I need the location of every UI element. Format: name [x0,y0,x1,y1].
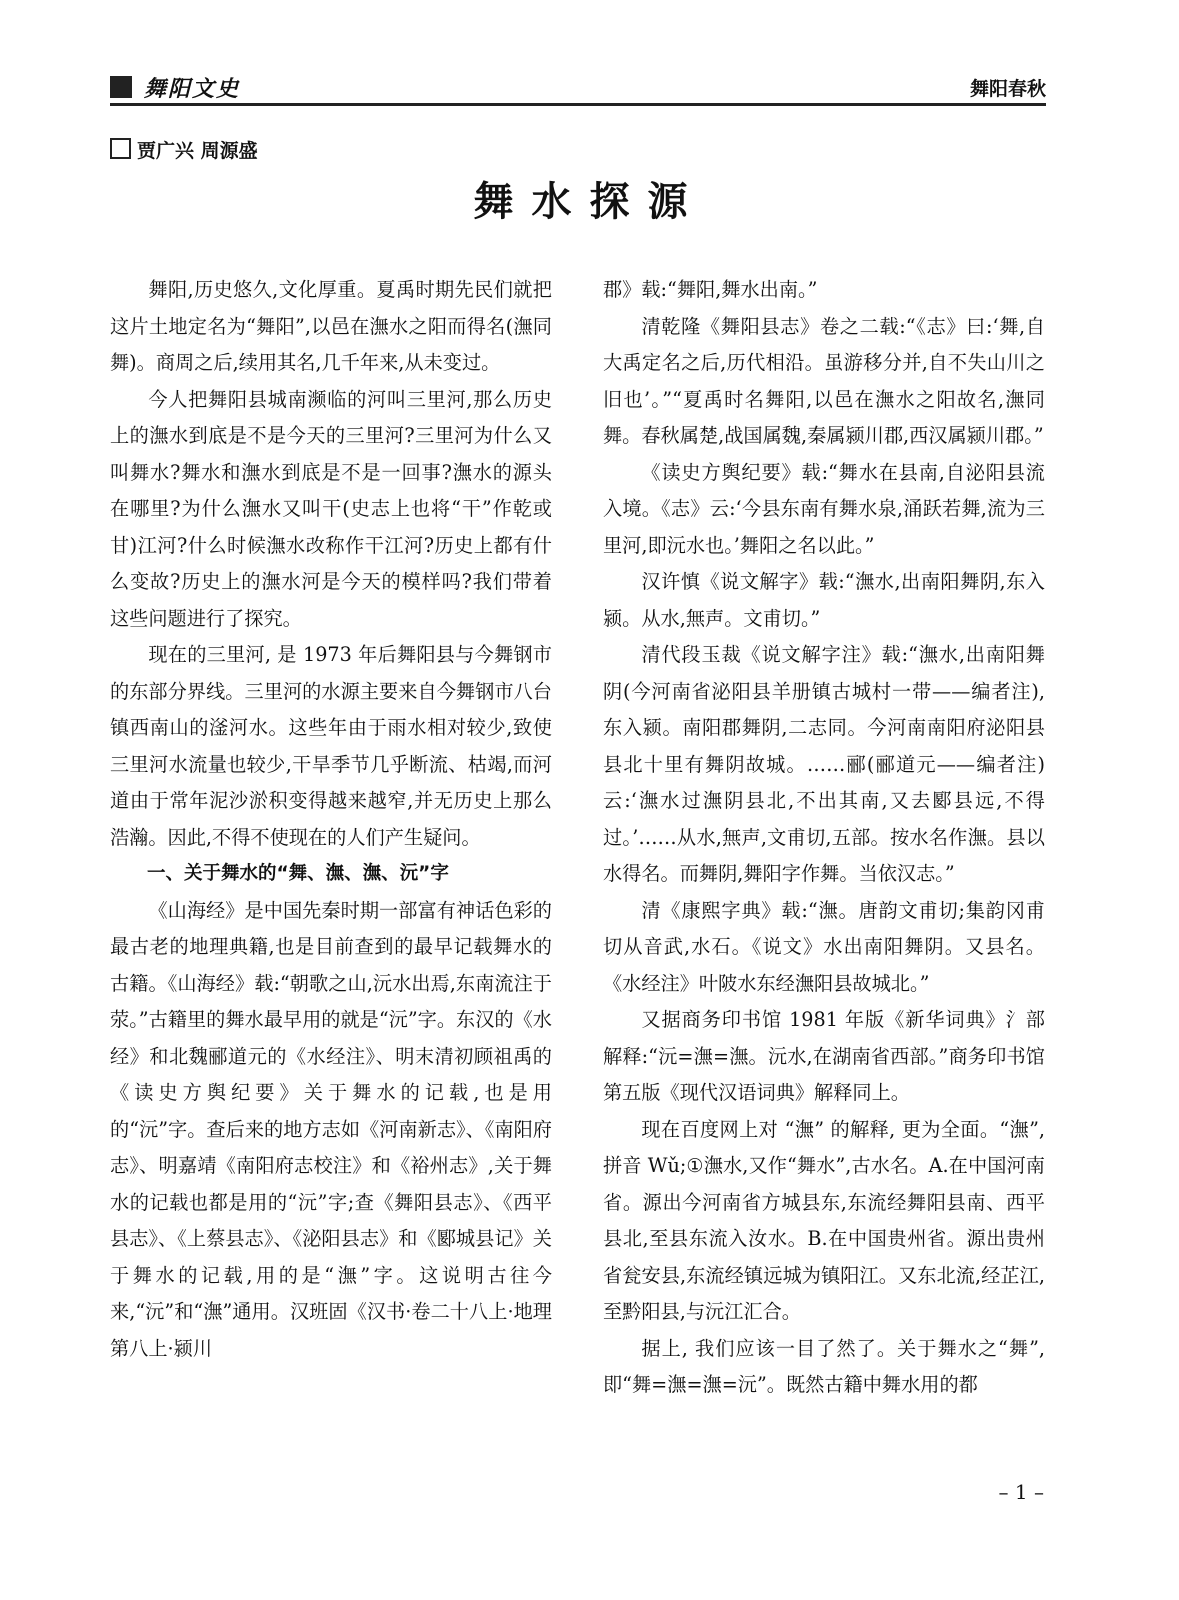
article-title: 舞水探源 [473,178,706,225]
header-section-title: 舞阳春秋 [969,78,1046,100]
author-box-icon [110,138,131,159]
paragraph: 舞阳,历史悠久,文化厚重。夏禹时期先民们就把这片土地定名为“舞阳”,以邑在潕水之阳而得名(潕同舞)。商周之后,续用其名,几千年来,从未变过。 [110,278,552,374]
header-journal-title: 舞阳文史 [144,76,241,102]
paragraph: 清乾隆《舞阳县志》卷之二载:“《志》曰:‘舞,自大禹定名之后,历代相沿。虽游移分并,自不失山川之旧也’。”“夏禹时名舞阳,以邑在潕水之阳故名,潕同舞。春秋属楚,战国属魏,秦属颍川郡,西汉属颍川郡。” [603,314,1045,447]
page-number: – 1 – [998,1480,1044,1504]
paragraph: 又据商务印书馆 1981 年版《新华词典》氵部解释:“沅=潕=潕。沅水,在湖南省西部。”商务印书馆第五版《现代汉语词典》解释同上。 [603,1008,1045,1104]
header-square-mark [110,76,132,98]
paragraph: 《山海经》是中国先秦时期一部富有神话色彩的最古老的地理典籍,也是目前查到的最早记载舞水的古籍。《山海经》载:“朝歌之山,沅水出焉,东南流注于荥。”古籍里的舞水最早用的就是“沅”字。东汉的《水经》和北魏郦道元的《水经注》、明末清初顾祖禹的《读史方舆纪要》关于舞水的记载,也是用的“沅”字。查后来的地方志如《河南新志》、《南阳府志》、明嘉靖《南阳府志校注》和《裕州志》,关于舞水的记载也都是用的“沅”字;查《舞阳县志》、《西平县志》、《上蔡县志》、《泌阳县志》和《郾城县记》关于舞水的记载,用的是“潕”字。这说明古往今来,“沅”和“潕”通用。汉班固《汉书·卷二十八上·地理第八上·颍川 [110,898,552,1360]
paragraph: 汉许慎《说文解字》载:“潕水,出南阳舞阴,东入颍。从水,無声。文甫切。” [603,570,1045,630]
paragraph: 现在百度网上对 “潕” 的解释, 更为全面。“潕”,拼音 Wǔ;①潕水,又作“舞水”,古水名。A.在中国河南省。源出今河南省方城县东,东流经舞阳县南、西平县北,至县东流入汝水。B.在中国贵州省。源出贵州省瓮安县,东流经镇远城为镇阳江。又东北流,经芷江,至黔阳县,与沅江汇合。 [603,1117,1045,1323]
paragraph: 据上, 我们应该一目了然了。关于舞水之“舞”,即“舞=潕=潕=沅”。既然古籍中舞水用的都 [603,1336,1045,1396]
section-heading: 一、关于舞水的“舞、潕、潕、沅”字 [147,863,449,884]
paragraph: 《读史方舆纪要》载:“舞水在县南,自泌阳县流入境。《志》云:‘今县东南有舞水泉,涌跃若舞,流为三里河,即沅水也。’舞阳之名以此。” [603,460,1045,557]
paragraph: 现在的三里河, 是 1973 年后舞阳县与今舞钢市的东部分界线。三里河的水源主要来自今舞钢市八台镇西南山的滏河水。这些年由于雨水相对较少,致使三里河水流量也较少,干旱季节几乎断流、枯竭,而河道由于常年泥沙淤积变得越来越窄,并无历史上那么浩瀚。因此,不得不使现在的人们产生疑问。 [110,643,552,849]
paragraph: 清代段玉裁《说文解字注》载:“潕水,出南阳舞阴(今河南省泌阳县羊册镇古城村一带——编者注),东入颍。南阳郡舞阴,二志同。今河南南阳府泌阳县县北十里有舞阴故城。……郦(郦道元——编者注)云:‘潕水过潕阴县北,不出其南,又去郾县远,不得过。’……从水,無声,文甫切,五部。按水名作潕。县以水得名。而舞阴,舞阳字作舞。当依汉志。” [603,643,1045,885]
paragraph: 郡》载:“舞阳,舞水出南。” [603,278,818,301]
page-header [110,72,1046,102]
paragraph: 清《康熙字典》载:“潕。唐韵文甫切;集韵冈甫切从音武,水石。《说文》水出南阳舞阴。又县名。《水经注》叶陂水东经潕阳县故城北。” [603,898,1045,995]
paragraph: 今人把舞阳县城南濒临的河叫三里河,那么历史上的潕水到底是不是今天的三里河?三里河为什么又叫舞水?舞水和潕水到底是不是一回事?潕水的源头在哪里?为什么潕水又叫干(史志上也将“干”作乾或甘)江河?什么时候潕水改称作干江河?历史上都有什么变故?历史上的潕水河是今天的模样吗?我们带着这些问题进行了探究。 [110,387,552,630]
authors: 贾广兴 周源盛 [137,140,258,162]
author-line [110,136,258,163]
header-rule [110,103,1046,106]
left-column [110,272,552,1367]
right-column [603,272,1045,1404]
